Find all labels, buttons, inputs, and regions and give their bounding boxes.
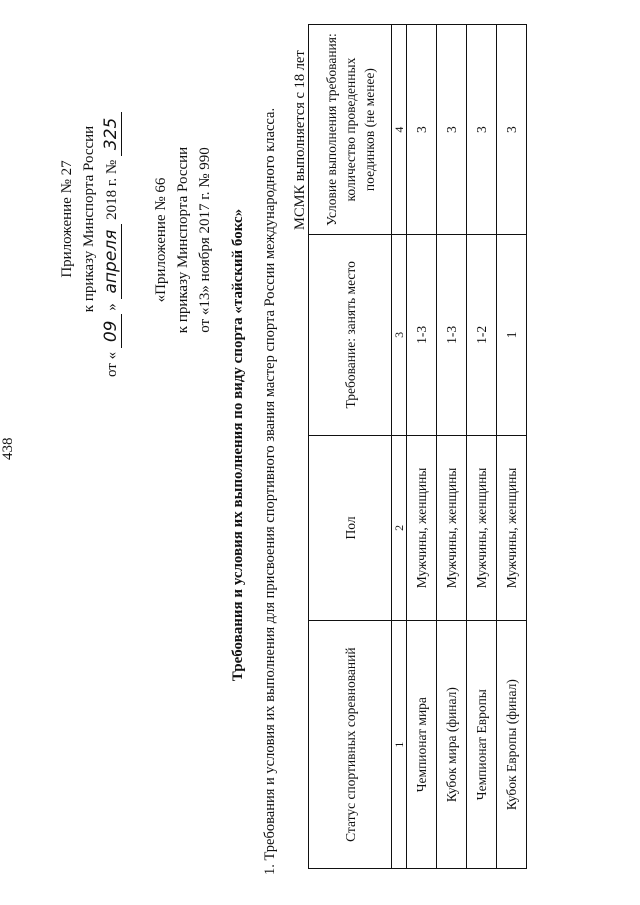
cell-gender: Мужчины, женщины: [407, 435, 437, 621]
intro-paragraph: 1. Требования и условия их выполнения для присвоения спортивного звания мастер спорта России международного класса.: [262, 107, 278, 875]
cell-bouts: 3: [437, 25, 467, 235]
document-title: Требования и условия их выполнения по виду спорта «тайский бокс»: [230, 208, 246, 682]
header-gender: Пол: [309, 435, 392, 621]
page-number: 438: [0, 437, 16, 460]
column-number-row: [392, 25, 407, 869]
column-number: 1: [392, 621, 407, 869]
cell-place: 1-2: [467, 235, 497, 435]
cell-gender: Мужчины, женщины: [467, 435, 497, 621]
cell-place: 1: [497, 235, 527, 435]
header-place: Требование: занять место: [309, 235, 392, 435]
cell-status: Кубок мира (финал): [437, 621, 467, 869]
cell-status: Кубок Европы (финал): [497, 621, 527, 869]
previous-appendix-order-line: к приказу Минспорта России: [175, 146, 191, 334]
table-row: [497, 25, 527, 869]
cell-status: Чемпионат мира: [407, 621, 437, 869]
cell-bouts: 3: [497, 25, 527, 235]
appendix-month-handwritten: апреля: [101, 224, 122, 300]
cell-place: 1-3: [407, 235, 437, 435]
header-bouts: Условие выполнения требования: количество проведенных поединков (не менее): [309, 25, 392, 235]
appendix-year-text: 2018 г. №: [104, 159, 120, 220]
appendix-order-line: к приказу Минспорта России: [81, 125, 97, 313]
appendix-day-handwritten: 09: [101, 315, 122, 349]
appendix-day-close: »: [104, 303, 120, 311]
cell-gender: Мужчины, женщины: [437, 435, 467, 621]
age-requirement-note: МСМК выполняется с 18 лет: [292, 50, 308, 230]
previous-appendix-date-line: от «13» ноября 2017 г. № 990: [197, 147, 213, 333]
previous-appendix-title: «Приложение № 66: [153, 177, 169, 303]
appendix-title: Приложение № 27: [59, 160, 75, 278]
table-row: [467, 25, 497, 869]
table-row: [437, 25, 467, 869]
requirements-table: [308, 24, 527, 869]
cell-status: Чемпионат Европы: [467, 621, 497, 869]
appendix-number-handwritten: 325: [101, 112, 122, 156]
table-header-row: [309, 25, 392, 869]
appendix-header: [56, 59, 123, 379]
column-number: 2: [392, 435, 407, 621]
cell-bouts: 3: [407, 25, 437, 235]
cell-place: 1-3: [437, 235, 467, 435]
appendix-date-line: [100, 59, 123, 379]
cell-gender: Мужчины, женщины: [497, 435, 527, 621]
header-status: Статус спортивных соревнований: [309, 621, 392, 869]
appendix-date-prefix: от «: [104, 351, 120, 377]
column-number: 4: [392, 25, 407, 235]
previous-appendix-header: [150, 115, 216, 365]
column-number: 3: [392, 235, 407, 435]
table-row: [407, 25, 437, 869]
cell-bouts: 3: [467, 25, 497, 235]
